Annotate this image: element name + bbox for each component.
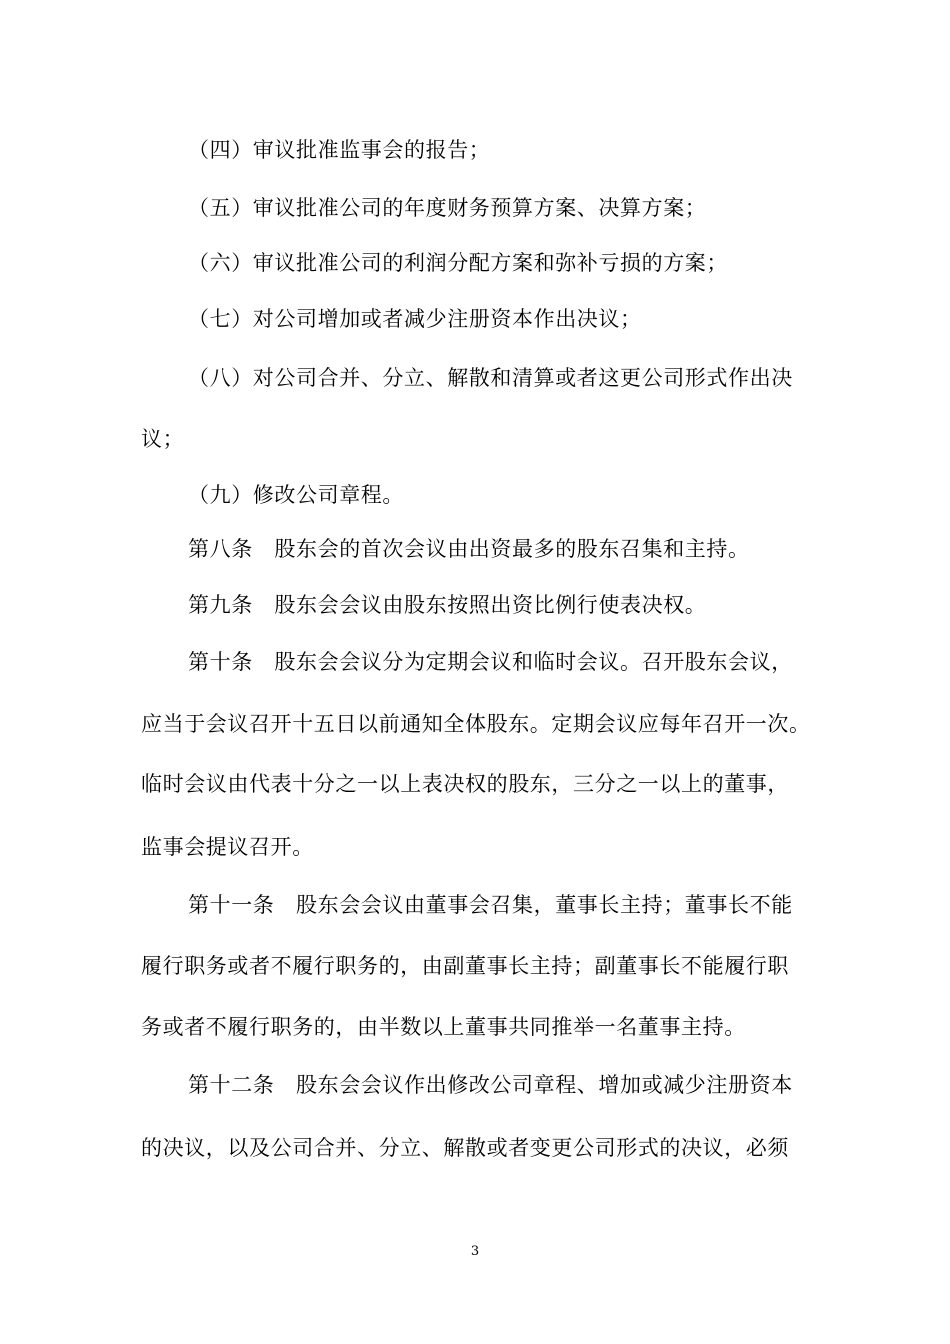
text-line: 的决议，以及公司合并、分立、解散或者变更公司形式的决议，必须 — [141, 1136, 789, 1160]
text-line: 务或者不履行职务的，由半数以上董事共同推举一名董事主持。 — [141, 1015, 746, 1039]
text-line: （六）审议批准公司的利润分配方案和弥补亏损的方案； — [188, 251, 728, 275]
text-line: 第十二条 股东会会议作出修改公司章程、增加或减少注册资本 — [188, 1073, 793, 1097]
text-line: 监事会提议召开。 — [141, 835, 314, 859]
text-line: 第九条 股东会会议由股东按照出资比例行使表决权。 — [188, 593, 707, 617]
text-line: 应当于会议召开十五日以前通知全体股东。定期会议应每年召开一次。 — [141, 712, 811, 736]
text-line: 第八条 股东会的首次会议由出资最多的股东召集和主持。 — [188, 537, 750, 561]
text-line: 临时会议由代表十分之一以上表决权的股东，三分之一以上的董事， — [141, 772, 789, 796]
text-line: （九）修改公司章程。 — [188, 483, 404, 507]
text-line: （八）对公司合并、分立、解散和清算或者这更公司形式作出决 — [188, 366, 793, 390]
text-line: 履行职务或者不履行职务的，由副董事长主持；副董事长不能履行职 — [141, 954, 789, 978]
text-line: （五）审议批准公司的年度财务预算方案、决算方案； — [188, 196, 707, 220]
text-line: 第十条 股东会会议分为定期会议和临时会议。召开股东会议， — [188, 650, 793, 674]
text-line: （七）对公司增加或者减少注册资本作出决议； — [188, 307, 642, 331]
text-line: （四）审议批准监事会的报告； — [188, 138, 491, 162]
page-number: 3 — [470, 1244, 480, 1259]
text-line: 第十一条 股东会会议由董事会召集，董事长主持；董事长不能 — [188, 893, 793, 917]
text-line: 议； — [141, 427, 185, 451]
